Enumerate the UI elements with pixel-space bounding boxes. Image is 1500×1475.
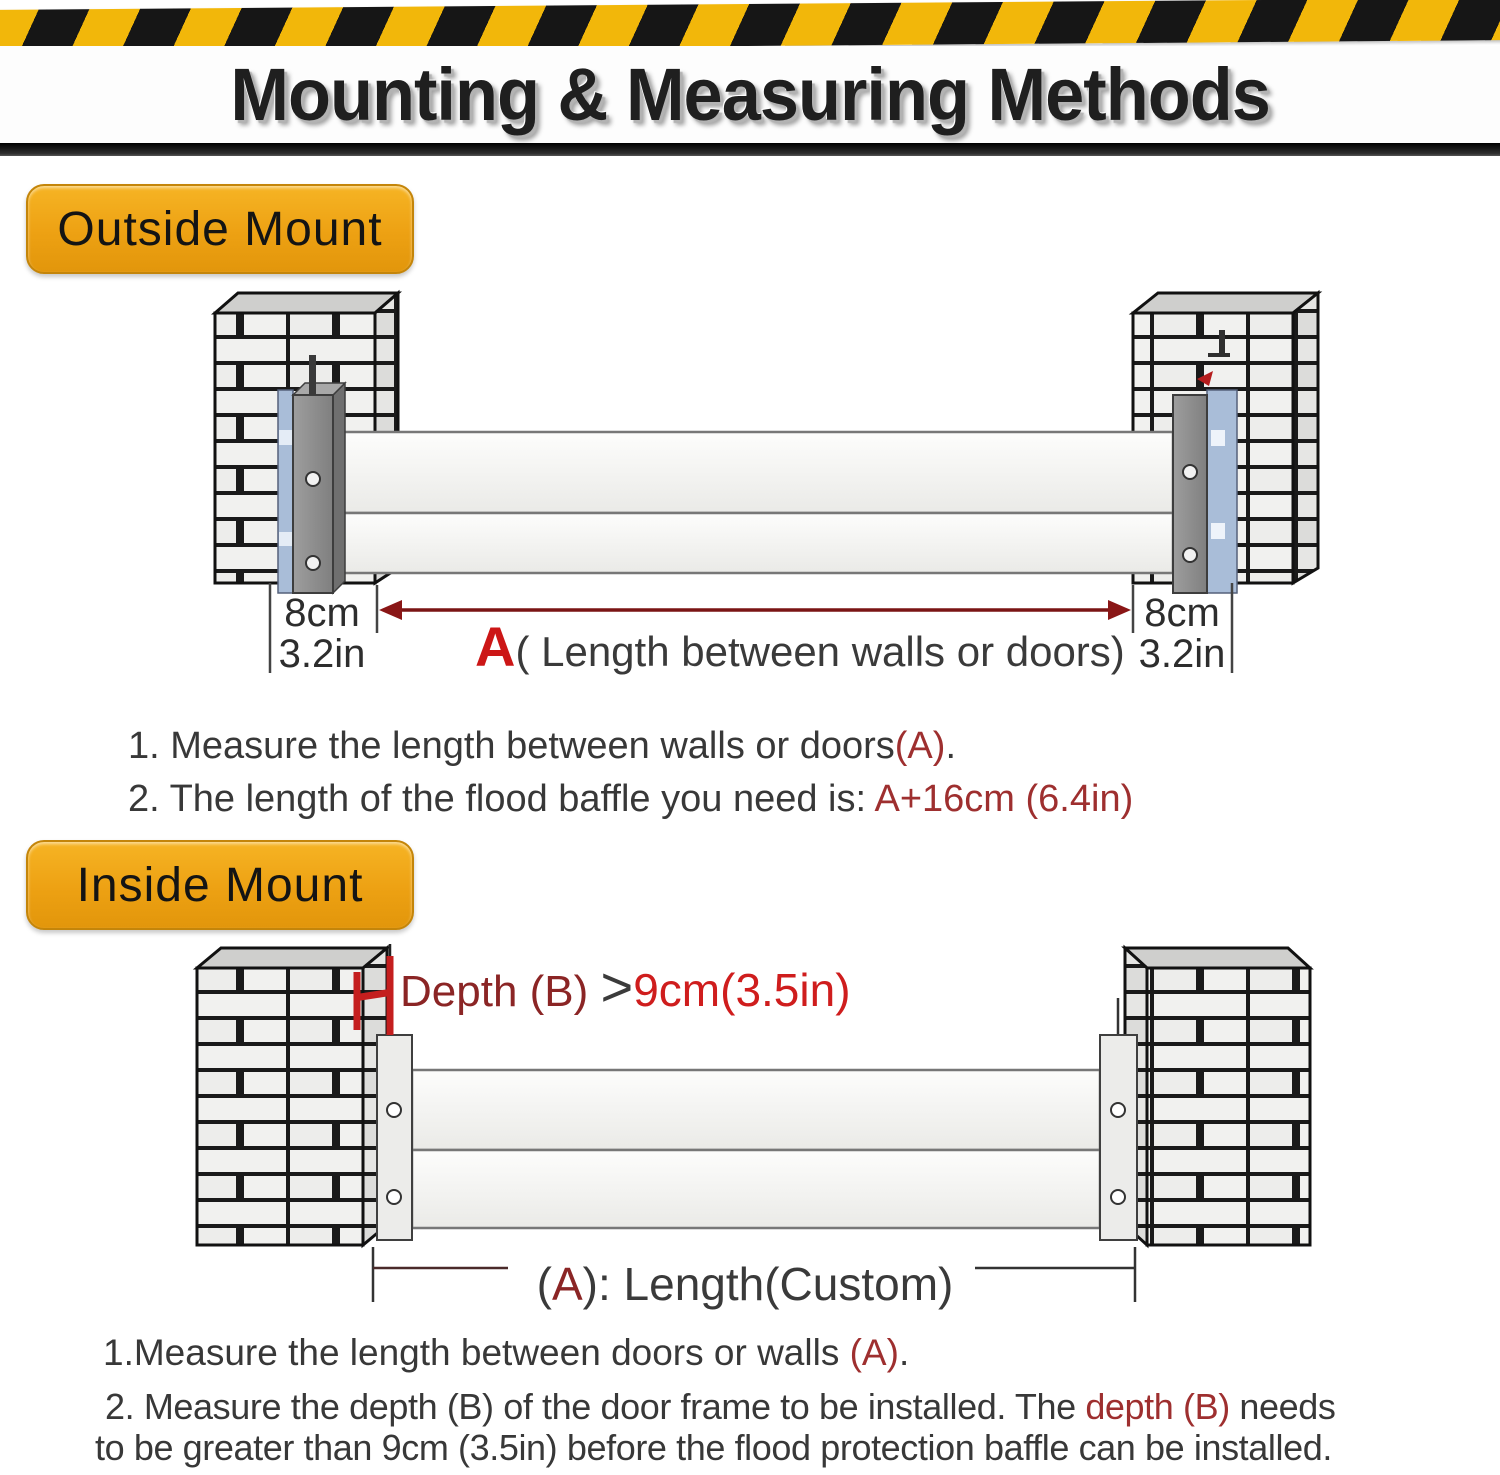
step-text: .	[898, 1332, 910, 1373]
screw-hole	[306, 472, 320, 486]
step-highlight: depth (B)	[1085, 1386, 1230, 1427]
inside-mount-diagram	[0, 940, 1500, 1340]
right-offset-cm: 8cm	[1144, 591, 1220, 635]
left-offset-in: 3.2in	[278, 632, 366, 676]
length-label-open: (	[536, 1258, 552, 1310]
outside-mount-diagram	[0, 285, 1500, 705]
anchor-mark	[1208, 353, 1230, 357]
channel-marker	[279, 430, 292, 445]
screw-hole	[387, 1103, 401, 1117]
screw-hole	[387, 1190, 401, 1204]
right-brick-pillar	[1125, 948, 1310, 1245]
channel-marker	[1211, 523, 1225, 539]
inside-mount-badge-label: Inside Mount	[76, 858, 364, 912]
barrier-bottom-panel	[333, 513, 1173, 573]
seal-channel-blue	[278, 390, 293, 593]
inside-mount-instruction-2	[95, 1386, 1336, 1468]
barrier-bottom-panel	[412, 1150, 1100, 1228]
step-text: to be greater than 9cm (3.5in) before the flood protection baffle can be installed.	[95, 1427, 1332, 1468]
step-text: 2. The length of the flood baffle you need is:	[128, 778, 875, 820]
right-offset-in: 3.2in	[1138, 632, 1226, 676]
depth-note-label: Depth (B)	[400, 967, 601, 1016]
flood-barrier	[333, 432, 1173, 573]
step-text: 2. Measure the depth (B) of the door frame to be installed. The	[105, 1386, 1086, 1427]
depth-note-value: 9cm(3.5in)	[633, 964, 851, 1016]
pillar-front-face	[197, 968, 363, 1245]
mounting-bracket	[1100, 1035, 1137, 1240]
outside-mount-badge-label: Outside Mount	[57, 202, 383, 256]
inside-step-1	[103, 1332, 909, 1374]
inside-step-2-line1	[95, 1386, 1336, 1427]
screw-hole	[1111, 1103, 1125, 1117]
step-text: 1. Measure the length between walls or doors	[128, 725, 895, 767]
barrier-top-panel	[333, 432, 1173, 513]
outside-step-1	[128, 720, 1133, 773]
outside-step-2	[128, 773, 1133, 826]
pillar-side-face	[1293, 293, 1318, 583]
left-mounting-channel	[377, 1000, 412, 1240]
span-letter-a: A	[475, 615, 516, 678]
mounting-bracket	[377, 1035, 412, 1240]
pillar-top-slab	[215, 293, 398, 313]
divider-bar	[0, 143, 1500, 156]
barrier-top-panel	[412, 1070, 1100, 1150]
hazard-stripe-banner	[0, 0, 1500, 52]
channel-marker	[279, 532, 292, 546]
arrowhead-right-icon	[1108, 600, 1131, 620]
inside-mount-badge	[26, 840, 414, 930]
title-bar	[0, 46, 1500, 143]
right-mounting-channel	[1100, 998, 1137, 1240]
step-highlight: A+16cm (6.4in)	[874, 778, 1134, 820]
arrowhead-left-icon	[379, 600, 402, 620]
greater-than-symbol: >	[600, 955, 634, 1018]
flood-barrier	[412, 1070, 1100, 1228]
step-highlight: (A)	[894, 725, 946, 767]
step-highlight: (A)	[849, 1332, 899, 1373]
screw-hole	[306, 556, 320, 570]
length-label-a: A	[551, 1258, 583, 1310]
inside-mount-instruction-1	[103, 1332, 909, 1374]
outside-mount-instructions	[128, 720, 1133, 826]
step-text: .	[945, 725, 956, 767]
inside-step-2-line2	[95, 1427, 1336, 1468]
outside-dimension-callouts	[270, 583, 1232, 678]
span-label-text: ( Length between walls or doors)	[515, 628, 1125, 675]
left-mounting-assembly	[278, 355, 345, 593]
length-label	[537, 1258, 954, 1310]
seal-channel-blue	[1207, 390, 1237, 593]
length-label-rest: ): Length(Custom)	[582, 1258, 954, 1310]
pillar-front-face	[1147, 968, 1310, 1245]
anchor-slot	[309, 355, 316, 395]
screw-hole	[1111, 1190, 1125, 1204]
mounting-bracket	[1173, 395, 1207, 593]
step-text: needs	[1229, 1386, 1336, 1427]
step-text: 1.Measure the length between doors or walls	[103, 1332, 850, 1373]
span-label	[475, 615, 1125, 678]
anchor-slot	[1219, 330, 1225, 356]
bracket-side-face	[333, 383, 345, 593]
depth-note	[400, 955, 851, 1018]
screw-hole	[1183, 465, 1197, 479]
pillar-top-slab	[1125, 948, 1310, 968]
screw-hole	[1183, 548, 1197, 562]
outside-mount-badge	[26, 184, 414, 274]
inside-dimension-callouts	[373, 1247, 1135, 1310]
left-offset-cm: 8cm	[284, 591, 360, 635]
page-title: Mounting & Measuring Methods	[230, 53, 1270, 136]
channel-marker	[1211, 430, 1225, 446]
pillar-top-slab	[197, 948, 387, 968]
pillar-top-slab	[1133, 293, 1318, 313]
